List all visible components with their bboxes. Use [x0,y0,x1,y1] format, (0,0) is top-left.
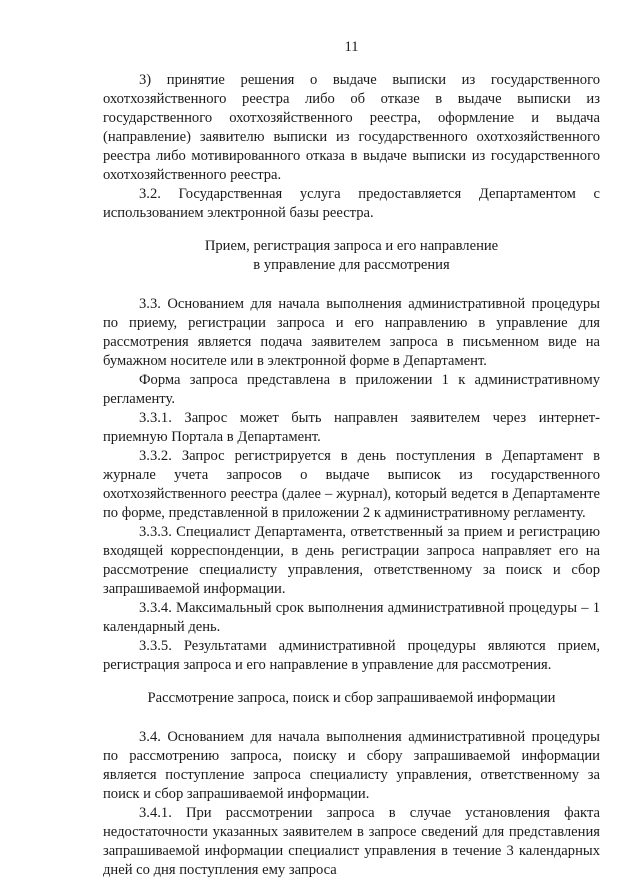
paragraph-item-3: 3) принятие решения о выдаче выписки из государственного охотхозяйственного реестра либо об отказе в выдаче выписки из государственного охотхозяйственного реестра, оформление и выдача (направление) заявителю выписки из государственного охотхозяйственного реестра либо мотивированного отказа в выдаче выписки из государственного охотхозяйственного реестра. [103,72,600,183]
paragraph-3-2: 3.2. Государственная услуга предоставляется Департаментом с использованием электронной базы реестра. [103,186,600,221]
paragraph-form: Форма запроса представлена в приложении 1 к административному регламенту. [103,372,600,407]
paragraph-3-3: 3.3. Основанием для начала выполнения административной процедуры по приему, регистрации запроса и его направлению в управление для рассмотрения является подача заявителем запроса в письменном виде на бумажном носителе или в электронной форме в Департамент. [103,296,600,369]
section-heading-line: в управление для рассмотрения [253,257,450,273]
section-heading-line: Прием, регистрация запроса и его направление [204,238,499,254]
section-heading-reception [103,237,600,275]
paragraph-3-4-1: 3.4.1. При рассмотрении запроса в случае установления факта недостаточности указанных заявителем в запросе сведений для представления запрашиваемой информации специалист управления в течение 3 календарных дней со дня поступления ему запроса [103,805,600,878]
paragraph-3-4: 3.4. Основанием для начала выполнения административной процедуры по рассмотрению запроса, поиску и сбору запрашиваемой информации является поступление запроса специалисту управления, ответственному за поиск и сбор запрашиваемой информации. [103,729,600,802]
paragraph-3-3-4: 3.3.4. Максимальный срок выполнения административной процедуры – 1 календарный день. [103,600,600,635]
section-heading-review [103,689,600,708]
paragraph-3-3-5: 3.3.5. Результатами административной процедуры являются прием, регистрация запроса и его направление в управление для рассмотрения. [103,638,600,673]
document-page [103,38,600,880]
paragraph-3-3-2: 3.3.2. Запрос регистрируется в день поступления в Департамент в журнале учета запросов о выдаче выписок из государственного охотхозяйственного реестра (далее – журнал), который ведется в Департаменте по форме, представленной в приложении 2 к административному регламенту. [103,448,600,521]
paragraph-3-3-1: 3.3.1. Запрос может быть направлен заявителем через интернет-приемную Портала в Департамент. [103,410,600,445]
page-number: 11 [344,39,359,55]
paragraph-3-3-3: 3.3.3. Специалист Департамента, ответственный за прием и регистрацию входящей корреспонденции, в день регистрации запроса направляет его на рассмотрение специалисту управления, ответственному за поиск и сбор запрашиваемой информации. [103,524,600,597]
section-heading-line: Рассмотрение запроса, поиск и сбор запрашиваемой информации [147,690,556,706]
